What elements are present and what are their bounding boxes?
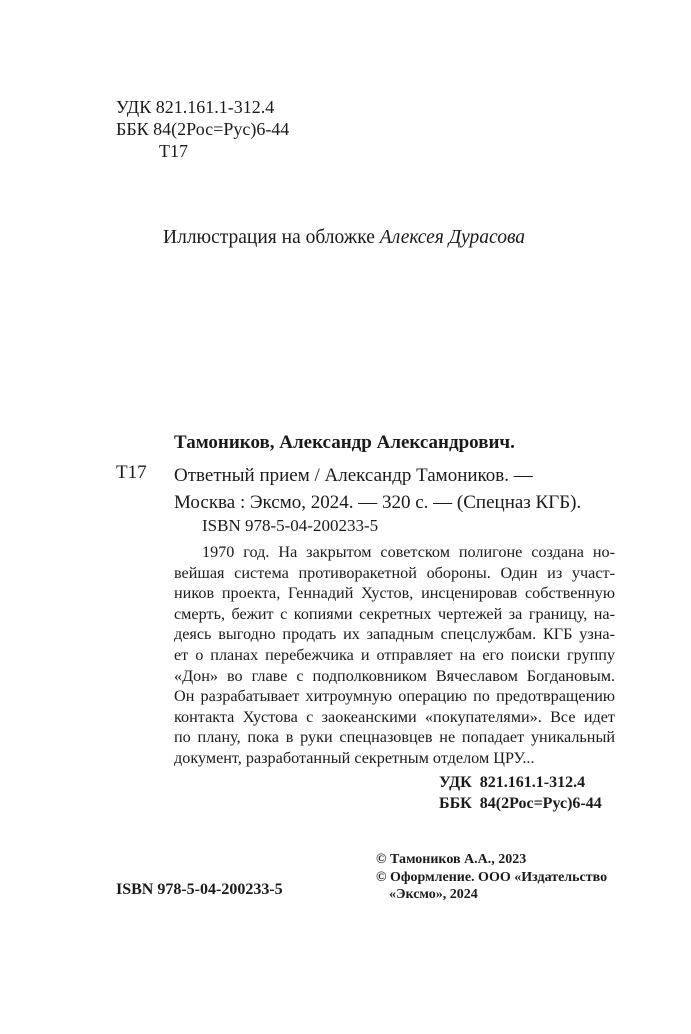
copyright-block xyxy=(376,851,607,904)
isbn-record: ISBN 978-5-04-200233-5 xyxy=(202,516,379,535)
illustration-prefix: Иллюстрация на обложке xyxy=(163,227,380,248)
illustration-credit xyxy=(163,227,525,249)
copyright-author: © Тамоников А.А., 2023 xyxy=(376,852,527,867)
annotation-line: документ, разработанный секретным отделом ЦРУ... xyxy=(174,748,535,767)
udk-code: УДК 821.161.1-312.4 xyxy=(116,97,275,117)
annotation-line: по плану, пока в руки спецназовцев не попадает уникальный xyxy=(174,728,615,747)
author-heading: Тамоников, Александр Александрович. xyxy=(174,432,515,453)
annotation-line: Он разрабатывает хитроумную операцию по предотвращению xyxy=(174,687,615,706)
udk-code-bottom: УДК 821.161.1-312.4 xyxy=(439,774,586,791)
publication-line: Москва : Эксмо, 2024. — 320 с. — (Спецназ КГБ). xyxy=(174,492,582,513)
illustration-artist: Алексея Дурасова xyxy=(379,227,526,248)
author-mark-top: Т17 xyxy=(159,141,188,161)
annotation-line: 1970 год. На закрытом советском полигоне создана но- xyxy=(202,543,615,561)
copyright-design-continued: «Эксмо», 2024 xyxy=(389,887,478,902)
title-line: Ответный прием / Александр Тамоников. — xyxy=(174,465,533,486)
annotation-line: смерть, бежит с копиями секретных чертежей за границу, на- xyxy=(174,604,615,623)
annotation-line: «Дон» во главе с подполковником Вячеславом Богдановым. xyxy=(174,666,615,685)
bbk-code-bottom: ББК 84(2Рос=Рус)6-44 xyxy=(439,795,602,812)
annotation-line: ет о планах перебежчика и отправляет на его поиски группу xyxy=(174,645,615,664)
annotation-line: деясь выгодно продать их западным спецслужбам. КГБ узна- xyxy=(174,625,615,644)
classification-codes-bottom xyxy=(439,772,602,814)
bibliographic-description xyxy=(174,462,581,516)
annotation xyxy=(174,542,615,769)
annotation-line: ников проекта, Геннадий Хустов, инсценировав собственную xyxy=(174,584,615,603)
classification-codes-top xyxy=(116,96,289,162)
author-mark: Т17 xyxy=(116,462,147,483)
bbk-code: ББК 84(2Рос=Рус)6-44 xyxy=(116,119,290,139)
annotation-line: контакта Хустова с заокеанскими «покупателями». Все идет xyxy=(174,707,615,726)
annotation-line: вейшая система противоракетной обороны. Один из участ- xyxy=(174,563,615,582)
copyright-design: © Оформление. ООО «Издательство xyxy=(376,869,608,885)
isbn-bottom: ISBN 978-5-04-200233-5 xyxy=(116,881,283,898)
